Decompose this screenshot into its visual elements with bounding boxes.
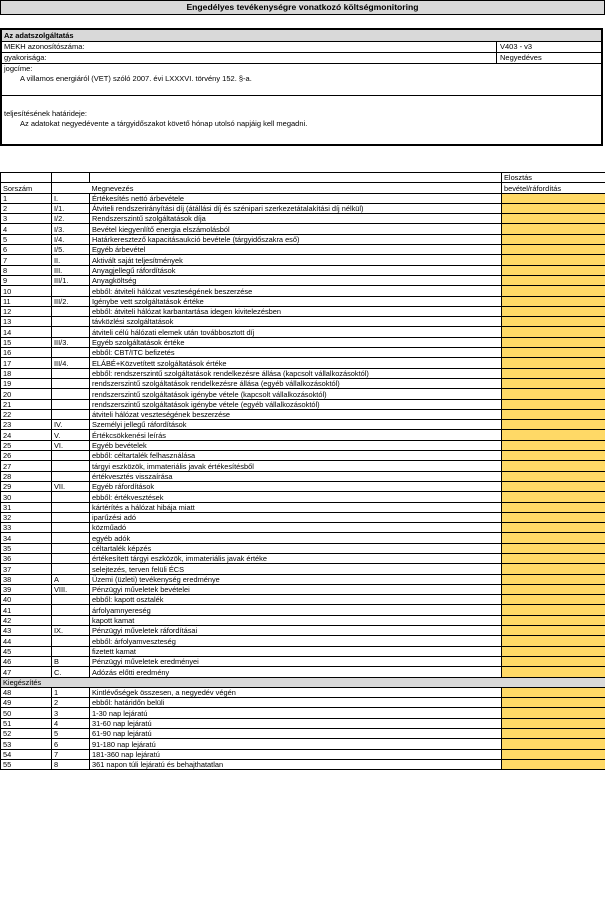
row-value-input[interactable]	[502, 533, 605, 543]
row-number: 50	[1, 708, 52, 718]
row-number: 49	[1, 698, 52, 708]
row-value-input[interactable]	[502, 523, 605, 533]
row-code	[52, 553, 90, 563]
row-value-input[interactable]	[502, 378, 605, 388]
row-value-input[interactable]	[502, 471, 605, 481]
row-number: 2	[1, 203, 52, 213]
table-row	[1, 718, 605, 728]
row-value-input[interactable]	[502, 708, 605, 718]
row-value-input[interactable]	[502, 739, 605, 749]
frequency-value[interactable]: Negyedéves	[496, 53, 602, 63]
row-code	[52, 502, 90, 512]
row-name: egyéb adók	[90, 533, 502, 543]
row-value-input[interactable]	[502, 193, 605, 203]
page-title: Engedélyes tevékenységre vonatkozó költségmonitoring	[0, 0, 605, 15]
row-name: értékesített tárgyi eszközök, immateriális javak értéke	[90, 553, 502, 563]
row-name: Pénzügyi műveletek eredményei	[90, 656, 502, 666]
row-value-input[interactable]	[502, 553, 605, 563]
row-name: Határkeresztező kapacitásaukció bevétele (tárgyidőszakra eső)	[90, 234, 502, 244]
table-row	[1, 265, 605, 275]
row-value-input[interactable]	[502, 512, 605, 522]
row-code	[52, 306, 90, 316]
row-code: 5	[52, 729, 90, 739]
row-number: 13	[1, 317, 52, 327]
row-number: 42	[1, 615, 52, 625]
row-name: 361 napon túli lejáratú és behajthatatlan	[90, 759, 502, 769]
table-row	[1, 214, 605, 224]
row-number: 7	[1, 255, 52, 265]
table-row	[1, 626, 605, 636]
table-row	[1, 368, 605, 378]
row-value-input[interactable]	[502, 481, 605, 491]
row-number: 37	[1, 564, 52, 574]
info-panel	[0, 28, 603, 146]
row-value-input[interactable]	[502, 296, 605, 306]
table-row	[1, 389, 605, 399]
row-value-input[interactable]	[502, 543, 605, 553]
table-row	[1, 440, 605, 450]
row-number: 55	[1, 759, 52, 769]
row-code: 2	[52, 698, 90, 708]
table-row	[1, 646, 605, 656]
row-name: iparűzési adó	[90, 512, 502, 522]
row-value-input[interactable]	[502, 656, 605, 666]
row-code: 4	[52, 718, 90, 728]
table-row	[1, 667, 605, 677]
row-number: 8	[1, 265, 52, 275]
row-value-input[interactable]	[502, 605, 605, 615]
table-row	[1, 348, 605, 358]
row-code: 6	[52, 739, 90, 749]
frequency-label: gyakorisága:	[4, 53, 47, 62]
row-code	[52, 523, 90, 533]
row-code: I/4.	[52, 234, 90, 244]
table-header-row-1	[1, 173, 605, 183]
row-number: 20	[1, 389, 52, 399]
row-value-input[interactable]	[502, 687, 605, 697]
row-value-input[interactable]	[502, 636, 605, 646]
legal-basis-block	[2, 64, 601, 96]
row-name: Rendszerszintű szolgáltatások díja	[90, 214, 502, 224]
row-code: IV.	[52, 420, 90, 430]
row-value-input[interactable]	[502, 265, 605, 275]
row-number: 5	[1, 234, 52, 244]
row-code: III/4.	[52, 358, 90, 368]
col-header-value-line1: Elosztás	[502, 173, 605, 183]
table-row	[1, 430, 605, 440]
row-number: 4	[1, 224, 52, 234]
row-number: 11	[1, 296, 52, 306]
deadline-label: teljesítésének határideje:	[4, 109, 87, 118]
row-code: III/2.	[52, 296, 90, 306]
row-value-input[interactable]	[502, 245, 605, 255]
row-code: VIII.	[52, 584, 90, 594]
row-name: ebből: értékvesztések	[90, 492, 502, 502]
table-row	[1, 234, 605, 244]
row-code	[52, 389, 90, 399]
row-number: 39	[1, 584, 52, 594]
row-name: 91-180 nap lejáratú	[90, 739, 502, 749]
table-row	[1, 698, 605, 708]
row-value-input[interactable]	[502, 389, 605, 399]
row-code: III/1.	[52, 275, 90, 285]
row-value-input[interactable]	[502, 626, 605, 636]
row-code	[52, 399, 90, 409]
row-value-input[interactable]	[502, 564, 605, 574]
table-row	[1, 574, 605, 584]
table-row	[1, 193, 605, 203]
table-row	[1, 224, 605, 234]
row-code: 1	[52, 687, 90, 697]
row-number: 47	[1, 667, 52, 677]
row-name: ebből: átviteli hálózat karbantartása idegen kivitelezésben	[90, 306, 502, 316]
row-number: 35	[1, 543, 52, 553]
row-code: A	[52, 574, 90, 584]
row-code: I/3.	[52, 224, 90, 234]
row-name: Aktivált saját teljesítmények	[90, 255, 502, 265]
row-code: I.	[52, 193, 90, 203]
row-name: Pénzügyi műveletek bevételei	[90, 584, 502, 594]
col-header-number: Sorszám	[1, 183, 52, 193]
row-number: 25	[1, 440, 52, 450]
row-code	[52, 348, 90, 358]
row-value-input[interactable]	[502, 358, 605, 368]
row-value-input[interactable]	[502, 420, 605, 430]
table-row	[1, 203, 605, 213]
row-number: 45	[1, 646, 52, 656]
table-row	[1, 636, 605, 646]
cost-table	[0, 172, 605, 770]
row-name: közműadó	[90, 523, 502, 533]
row-value-input[interactable]	[502, 399, 605, 409]
row-value-input[interactable]	[502, 667, 605, 677]
row-number: 31	[1, 502, 52, 512]
row-code	[52, 378, 90, 388]
row-number: 28	[1, 471, 52, 481]
row-number: 41	[1, 605, 52, 615]
table-row	[1, 759, 605, 769]
table-row	[1, 399, 605, 409]
row-name: Anyagjellegű ráfordítások	[90, 265, 502, 275]
row-value-input[interactable]	[502, 203, 605, 213]
row-number: 22	[1, 409, 52, 419]
table-row	[1, 409, 605, 419]
mekh-id-row	[2, 42, 601, 53]
table-row	[1, 286, 605, 296]
row-number: 38	[1, 574, 52, 584]
row-code	[52, 368, 90, 378]
row-value-input[interactable]	[502, 430, 605, 440]
table-row	[1, 533, 605, 543]
row-name: távközlési szolgáltatások	[90, 317, 502, 327]
row-number: 32	[1, 512, 52, 522]
table-row	[1, 420, 605, 430]
legal-basis-label: jogcíme:	[4, 64, 33, 73]
row-number: 30	[1, 492, 52, 502]
table-row	[1, 605, 605, 615]
table-row	[1, 615, 605, 625]
row-value-input[interactable]	[502, 234, 605, 244]
row-code: B	[52, 656, 90, 666]
row-value-input[interactable]	[502, 698, 605, 708]
row-value-input[interactable]	[502, 224, 605, 234]
row-code	[52, 286, 90, 296]
row-name: selejtezés, terven felüli ÉCS	[90, 564, 502, 574]
row-number: 6	[1, 245, 52, 255]
row-name: Értékesítés nettó árbevétele	[90, 193, 502, 203]
row-name: rendszerszintű szolgáltatások igénybe vétele (egyéb vállalkozásoktól)	[90, 399, 502, 409]
table-row	[1, 461, 605, 471]
row-number: 18	[1, 368, 52, 378]
row-code: 7	[52, 749, 90, 759]
row-code	[52, 317, 90, 327]
row-number: 12	[1, 306, 52, 316]
row-value-input[interactable]	[502, 337, 605, 347]
row-value-input[interactable]	[502, 574, 605, 584]
row-code	[52, 471, 90, 481]
row-name: Bevétel kiegyenlítő energia elszámolásból	[90, 224, 502, 234]
row-value-input[interactable]	[502, 615, 605, 625]
row-code: V.	[52, 430, 90, 440]
row-number: 9	[1, 275, 52, 285]
row-number: 44	[1, 636, 52, 646]
table-row	[1, 317, 605, 327]
row-number: 3	[1, 214, 52, 224]
row-name: 1-30 nap lejáratú	[90, 708, 502, 718]
row-name: ebből: átviteli hálózat veszteségének beszerzése	[90, 286, 502, 296]
row-name: Kintlévőségek összesen, a negyedév végén	[90, 687, 502, 697]
table-row	[1, 749, 605, 759]
row-name: Üzemi (üzleti) tevékenység eredménye	[90, 574, 502, 584]
table-row	[1, 584, 605, 594]
row-value-input[interactable]	[502, 492, 605, 502]
row-name: Egyéb bevételek	[90, 440, 502, 450]
row-name: ELÁBÉ+Közvetített szolgáltatások értéke	[90, 358, 502, 368]
row-value-input[interactable]	[502, 749, 605, 759]
col-header-value-line2: bevétel/ráfordítás	[502, 183, 605, 193]
table-row	[1, 523, 605, 533]
row-number: 29	[1, 481, 52, 491]
row-number: 23	[1, 420, 52, 430]
row-value-input[interactable]	[502, 451, 605, 461]
row-name: Személyi jellegű ráfordítások	[90, 420, 502, 430]
row-code: 3	[52, 708, 90, 718]
row-value-input[interactable]	[502, 255, 605, 265]
mekh-id-value[interactable]: V403 - v3	[496, 42, 602, 52]
row-name: 61-90 nap lejáratú	[90, 729, 502, 739]
table-row	[1, 543, 605, 553]
col-header-name: Megnevezés	[90, 183, 502, 193]
row-name: értékvesztés visszaírása	[90, 471, 502, 481]
row-code	[52, 543, 90, 553]
row-name: 181-360 nap lejáratú	[90, 749, 502, 759]
row-value-input[interactable]	[502, 440, 605, 450]
row-code: I/2.	[52, 214, 90, 224]
row-number: 16	[1, 348, 52, 358]
table-row	[1, 327, 605, 337]
row-name: rendszerszintű szolgáltatások rendelkezésre állása (egyéb vállalkozásoktól)	[90, 378, 502, 388]
row-value-input[interactable]	[502, 368, 605, 378]
row-code	[52, 461, 90, 471]
row-code	[52, 512, 90, 522]
table-row	[1, 296, 605, 306]
row-number: 52	[1, 729, 52, 739]
row-code: II.	[52, 255, 90, 265]
legal-basis-text: A villamos energiáról (VET) szóló 2007. évi LXXXVI. törvény 152. §-a.	[20, 74, 252, 83]
row-name: fizetett kamat	[90, 646, 502, 656]
row-name: Egyéb árbevétel	[90, 245, 502, 255]
row-name: Anyagköltség	[90, 275, 502, 285]
row-name: árfolyamnyereség	[90, 605, 502, 615]
supplement-section-header	[1, 677, 605, 687]
row-number: 40	[1, 595, 52, 605]
row-code	[52, 409, 90, 419]
row-number: 46	[1, 656, 52, 666]
row-name: ebből: rendszerszintű szolgáltatások rendelkezésre állása (kapcsolt vállalkozásoktól)	[90, 368, 502, 378]
table-row	[1, 502, 605, 512]
row-name: céltartalék képzés	[90, 543, 502, 553]
row-value-input[interactable]	[502, 275, 605, 285]
row-number: 26	[1, 451, 52, 461]
row-number: 33	[1, 523, 52, 533]
row-number: 21	[1, 399, 52, 409]
row-value-input[interactable]	[502, 584, 605, 594]
row-name: ebből: CBT/ITC befizetés	[90, 348, 502, 358]
row-number: 51	[1, 718, 52, 728]
deadline-block	[2, 96, 601, 129]
row-code: III/3.	[52, 337, 90, 347]
row-name: kapott kamat	[90, 615, 502, 625]
table-row	[1, 471, 605, 481]
row-number: 10	[1, 286, 52, 296]
row-name: Egyéb szolgáltatások értéke	[90, 337, 502, 347]
row-code	[52, 327, 90, 337]
row-name: rendszerszintű szolgáltatások igénybe vétele (kapcsolt vállalkozásoktól)	[90, 389, 502, 399]
row-number: 54	[1, 749, 52, 759]
row-code	[52, 595, 90, 605]
row-value-input[interactable]	[502, 718, 605, 728]
mekh-id-label: MEKH azonosítószáma:	[4, 42, 85, 51]
table-row	[1, 512, 605, 522]
row-name: átviteli hálózat veszteségének beszerzése	[90, 409, 502, 419]
table-row	[1, 687, 605, 697]
row-number: 19	[1, 378, 52, 388]
row-value-input[interactable]	[502, 409, 605, 419]
frequency-row	[2, 53, 601, 64]
row-value-input[interactable]	[502, 306, 605, 316]
table-row	[1, 358, 605, 368]
row-name: ebből: árfolyamveszteség	[90, 636, 502, 646]
row-name: ebből: céltartalék felhasználása	[90, 451, 502, 461]
table-row	[1, 492, 605, 502]
table-row	[1, 451, 605, 461]
row-code: III.	[52, 265, 90, 275]
table-row	[1, 245, 605, 255]
row-name: Pénzügyi műveletek ráfordításai	[90, 626, 502, 636]
row-value-input[interactable]	[502, 461, 605, 471]
table-row	[1, 337, 605, 347]
row-value-input[interactable]	[502, 502, 605, 512]
row-code: I/1.	[52, 203, 90, 213]
table-row	[1, 306, 605, 316]
table-row	[1, 656, 605, 666]
row-name: tárgyi eszközök, immateriális javak értékesítésből	[90, 461, 502, 471]
row-value-input[interactable]	[502, 729, 605, 739]
row-name: Igénybe vett szolgáltatások értéke	[90, 296, 502, 306]
row-name: Egyéb ráfordítások	[90, 481, 502, 491]
row-code	[52, 636, 90, 646]
row-value-input[interactable]	[502, 646, 605, 656]
row-number: 36	[1, 553, 52, 563]
table-row	[1, 553, 605, 563]
table-row	[1, 739, 605, 749]
table-row	[1, 275, 605, 285]
table-row	[1, 378, 605, 388]
row-value-input[interactable]	[502, 327, 605, 337]
row-name: ebből: kapott osztalék	[90, 595, 502, 605]
row-code: VII.	[52, 481, 90, 491]
row-value-input[interactable]	[502, 348, 605, 358]
supplement-label: Kiegészítés	[1, 677, 502, 687]
row-code	[52, 564, 90, 574]
row-code: IX.	[52, 626, 90, 636]
row-name: Értékcsökkenési leírás	[90, 430, 502, 440]
table-row	[1, 564, 605, 574]
table-header-row-2	[1, 183, 605, 193]
row-name: Adózás előtti eredmény	[90, 667, 502, 677]
row-name: kártérítés a hálózat hibája miatt	[90, 502, 502, 512]
row-value-input[interactable]	[502, 214, 605, 224]
row-number: 27	[1, 461, 52, 471]
row-code	[52, 615, 90, 625]
row-code	[52, 492, 90, 502]
row-code: C.	[52, 667, 90, 677]
row-value-input[interactable]	[502, 317, 605, 327]
row-code	[52, 605, 90, 615]
row-name: átviteli célú hálózati elemek után továbbosztott díj	[90, 327, 502, 337]
row-number: 1	[1, 193, 52, 203]
row-name: Átviteli rendszerirányítási díj (átállási díj és szénipari szerkezetátalakítási díj nélkül)	[90, 203, 502, 213]
row-number: 53	[1, 739, 52, 749]
row-number: 24	[1, 430, 52, 440]
row-number: 15	[1, 337, 52, 347]
row-code: VI.	[52, 440, 90, 450]
row-value-input[interactable]	[502, 759, 605, 769]
table-row	[1, 595, 605, 605]
row-number: 34	[1, 533, 52, 543]
row-code	[52, 646, 90, 656]
row-code	[52, 533, 90, 543]
row-value-input[interactable]	[502, 595, 605, 605]
row-name: 31-60 nap lejáratú	[90, 718, 502, 728]
row-value-input[interactable]	[502, 286, 605, 296]
table-row	[1, 481, 605, 491]
table-row	[1, 729, 605, 739]
row-number: 43	[1, 626, 52, 636]
table-row	[1, 255, 605, 265]
row-number: 14	[1, 327, 52, 337]
row-number: 48	[1, 687, 52, 697]
table-row	[1, 708, 605, 718]
deadline-text: Az adatokat negyedévente a tárgyidőszakot követő hónap utolsó napjáig kell megadni.	[20, 119, 308, 128]
row-number: 17	[1, 358, 52, 368]
row-code	[52, 451, 90, 461]
row-code: I/5.	[52, 245, 90, 255]
row-code: 8	[52, 759, 90, 769]
row-name: ebből: határidőn belüli	[90, 698, 502, 708]
info-heading: Az adatszolgáltatás	[2, 30, 601, 42]
